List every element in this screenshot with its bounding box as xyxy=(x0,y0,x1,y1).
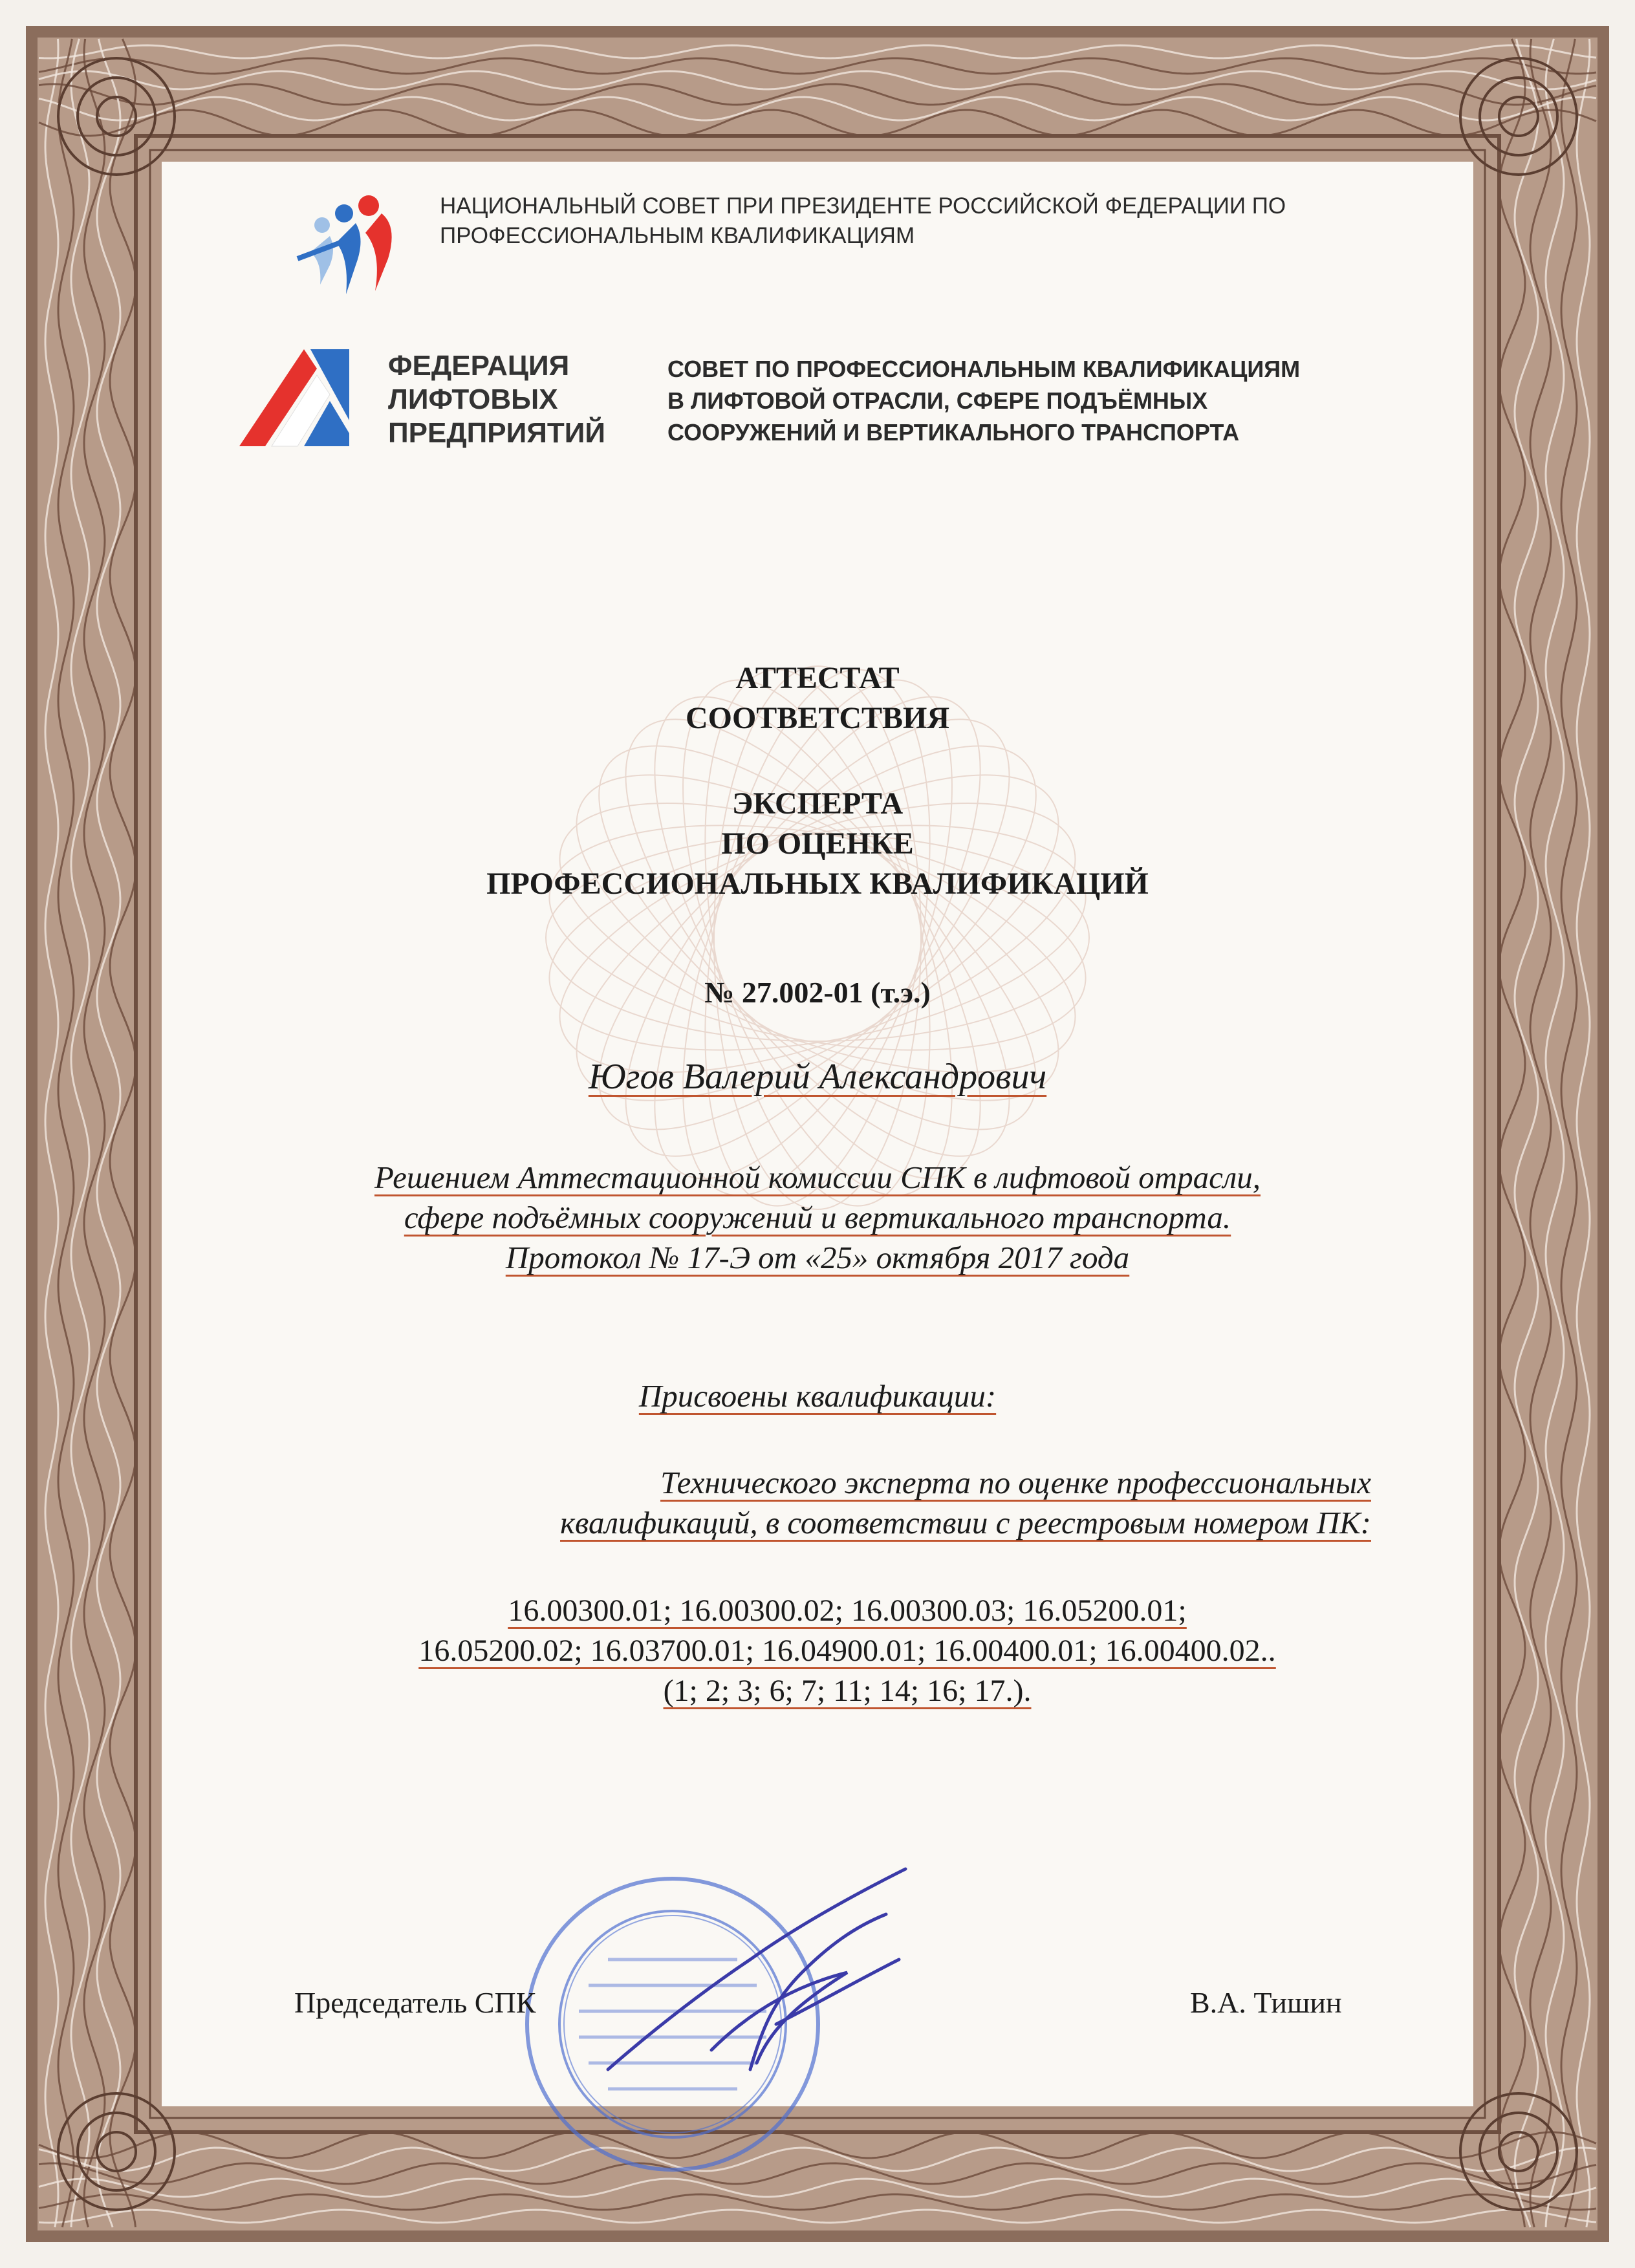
federation-name-line: ПРЕДПРИЯТИЙ xyxy=(388,417,606,449)
chairman-label: Председатель СПК xyxy=(294,1986,536,2019)
council-title-line: В ЛИФТОВОЙ ОТРАСЛИ, СФЕРЕ ПОДЪЁМНЫХ xyxy=(667,387,1208,414)
federation-logo xyxy=(233,343,356,453)
federation-name-line: ФЕДЕРАЦИЯ xyxy=(388,350,570,382)
council-title-line: СОВЕТ ПО ПРОФЕССИОНАЛЬНЫМ КВАЛИФИКАЦИЯМ xyxy=(667,356,1301,382)
council-title xyxy=(667,353,1469,448)
holder-name xyxy=(259,1057,1376,1097)
registry-codes xyxy=(298,1591,1397,1711)
decision-line: Протокол № 17-Э от «25» октября 2017 года xyxy=(505,1240,1130,1275)
code-line: 16.05200.02; 16.03700.01; 16.04900.01; 16.00400.01; 16.00400.02.. xyxy=(418,1634,1276,1668)
council-title-line: СООРУЖЕНИЙ И ВЕРТИКАЛЬНОГО ТРАНСПОРТА xyxy=(667,419,1240,446)
national-council-logo xyxy=(285,188,420,297)
qualification-line: Технического эксперта по оценке профессиональных xyxy=(660,1465,1371,1500)
subtitle-line: ПРОФЕССИОНАЛЬНЫХ КВАЛИФИКАЦИЙ xyxy=(486,867,1149,901)
certificate-number: № 27.002-01 (т.э.) xyxy=(704,976,931,1009)
code-line: (1; 2; 3; 6; 7; 11; 14; 16; 17.). xyxy=(663,1674,1032,1708)
qualification-block xyxy=(362,1463,1371,1543)
decision-line: сфере подъёмных сооружений и вертикального транспорта. xyxy=(404,1200,1231,1235)
certificate-subtitle xyxy=(259,784,1376,904)
assigned-label-text: Присвоены квалификации: xyxy=(638,1378,997,1414)
certificate-title xyxy=(259,658,1376,739)
holder-name-text: Югов Валерий Александрович xyxy=(588,1057,1047,1097)
subtitle-line: ПО ОЦЕНКЕ xyxy=(721,826,914,861)
decision-block xyxy=(259,1158,1376,1278)
title-line: АТТЕСТАТ xyxy=(735,661,900,695)
decision-line: Решением Аттестационной комиссии СПК в лифтовой отрасли, xyxy=(374,1160,1261,1195)
federation-name xyxy=(388,349,634,450)
assigned-label xyxy=(259,1376,1376,1416)
subtitle-line: ЭКСПЕРТА xyxy=(731,786,904,821)
title-line: СООТВЕТСТВИЯ xyxy=(685,701,950,735)
chairman-name: В.А. Тишин xyxy=(1190,1986,1342,2019)
qualification-line: квалификаций, в соответствии с реестровым номером ПК: xyxy=(560,1505,1371,1540)
handwritten-signature xyxy=(582,1856,918,2089)
code-line: 16.00300.01; 16.00300.02; 16.00300.03; 16.05200.01; xyxy=(508,1593,1187,1628)
federation-name-line: ЛИФТОВЫХ xyxy=(388,383,558,415)
national-council-title: НАЦИОНАЛЬНЫЙ СОВЕТ ПРИ ПРЕЗИДЕНТЕ РОССИЙСКОЙ ФЕДЕРАЦИИ ПО ПРОФЕССИОНАЛЬНЫМ КВАЛИФИКАЦИЯМ xyxy=(440,193,1286,248)
